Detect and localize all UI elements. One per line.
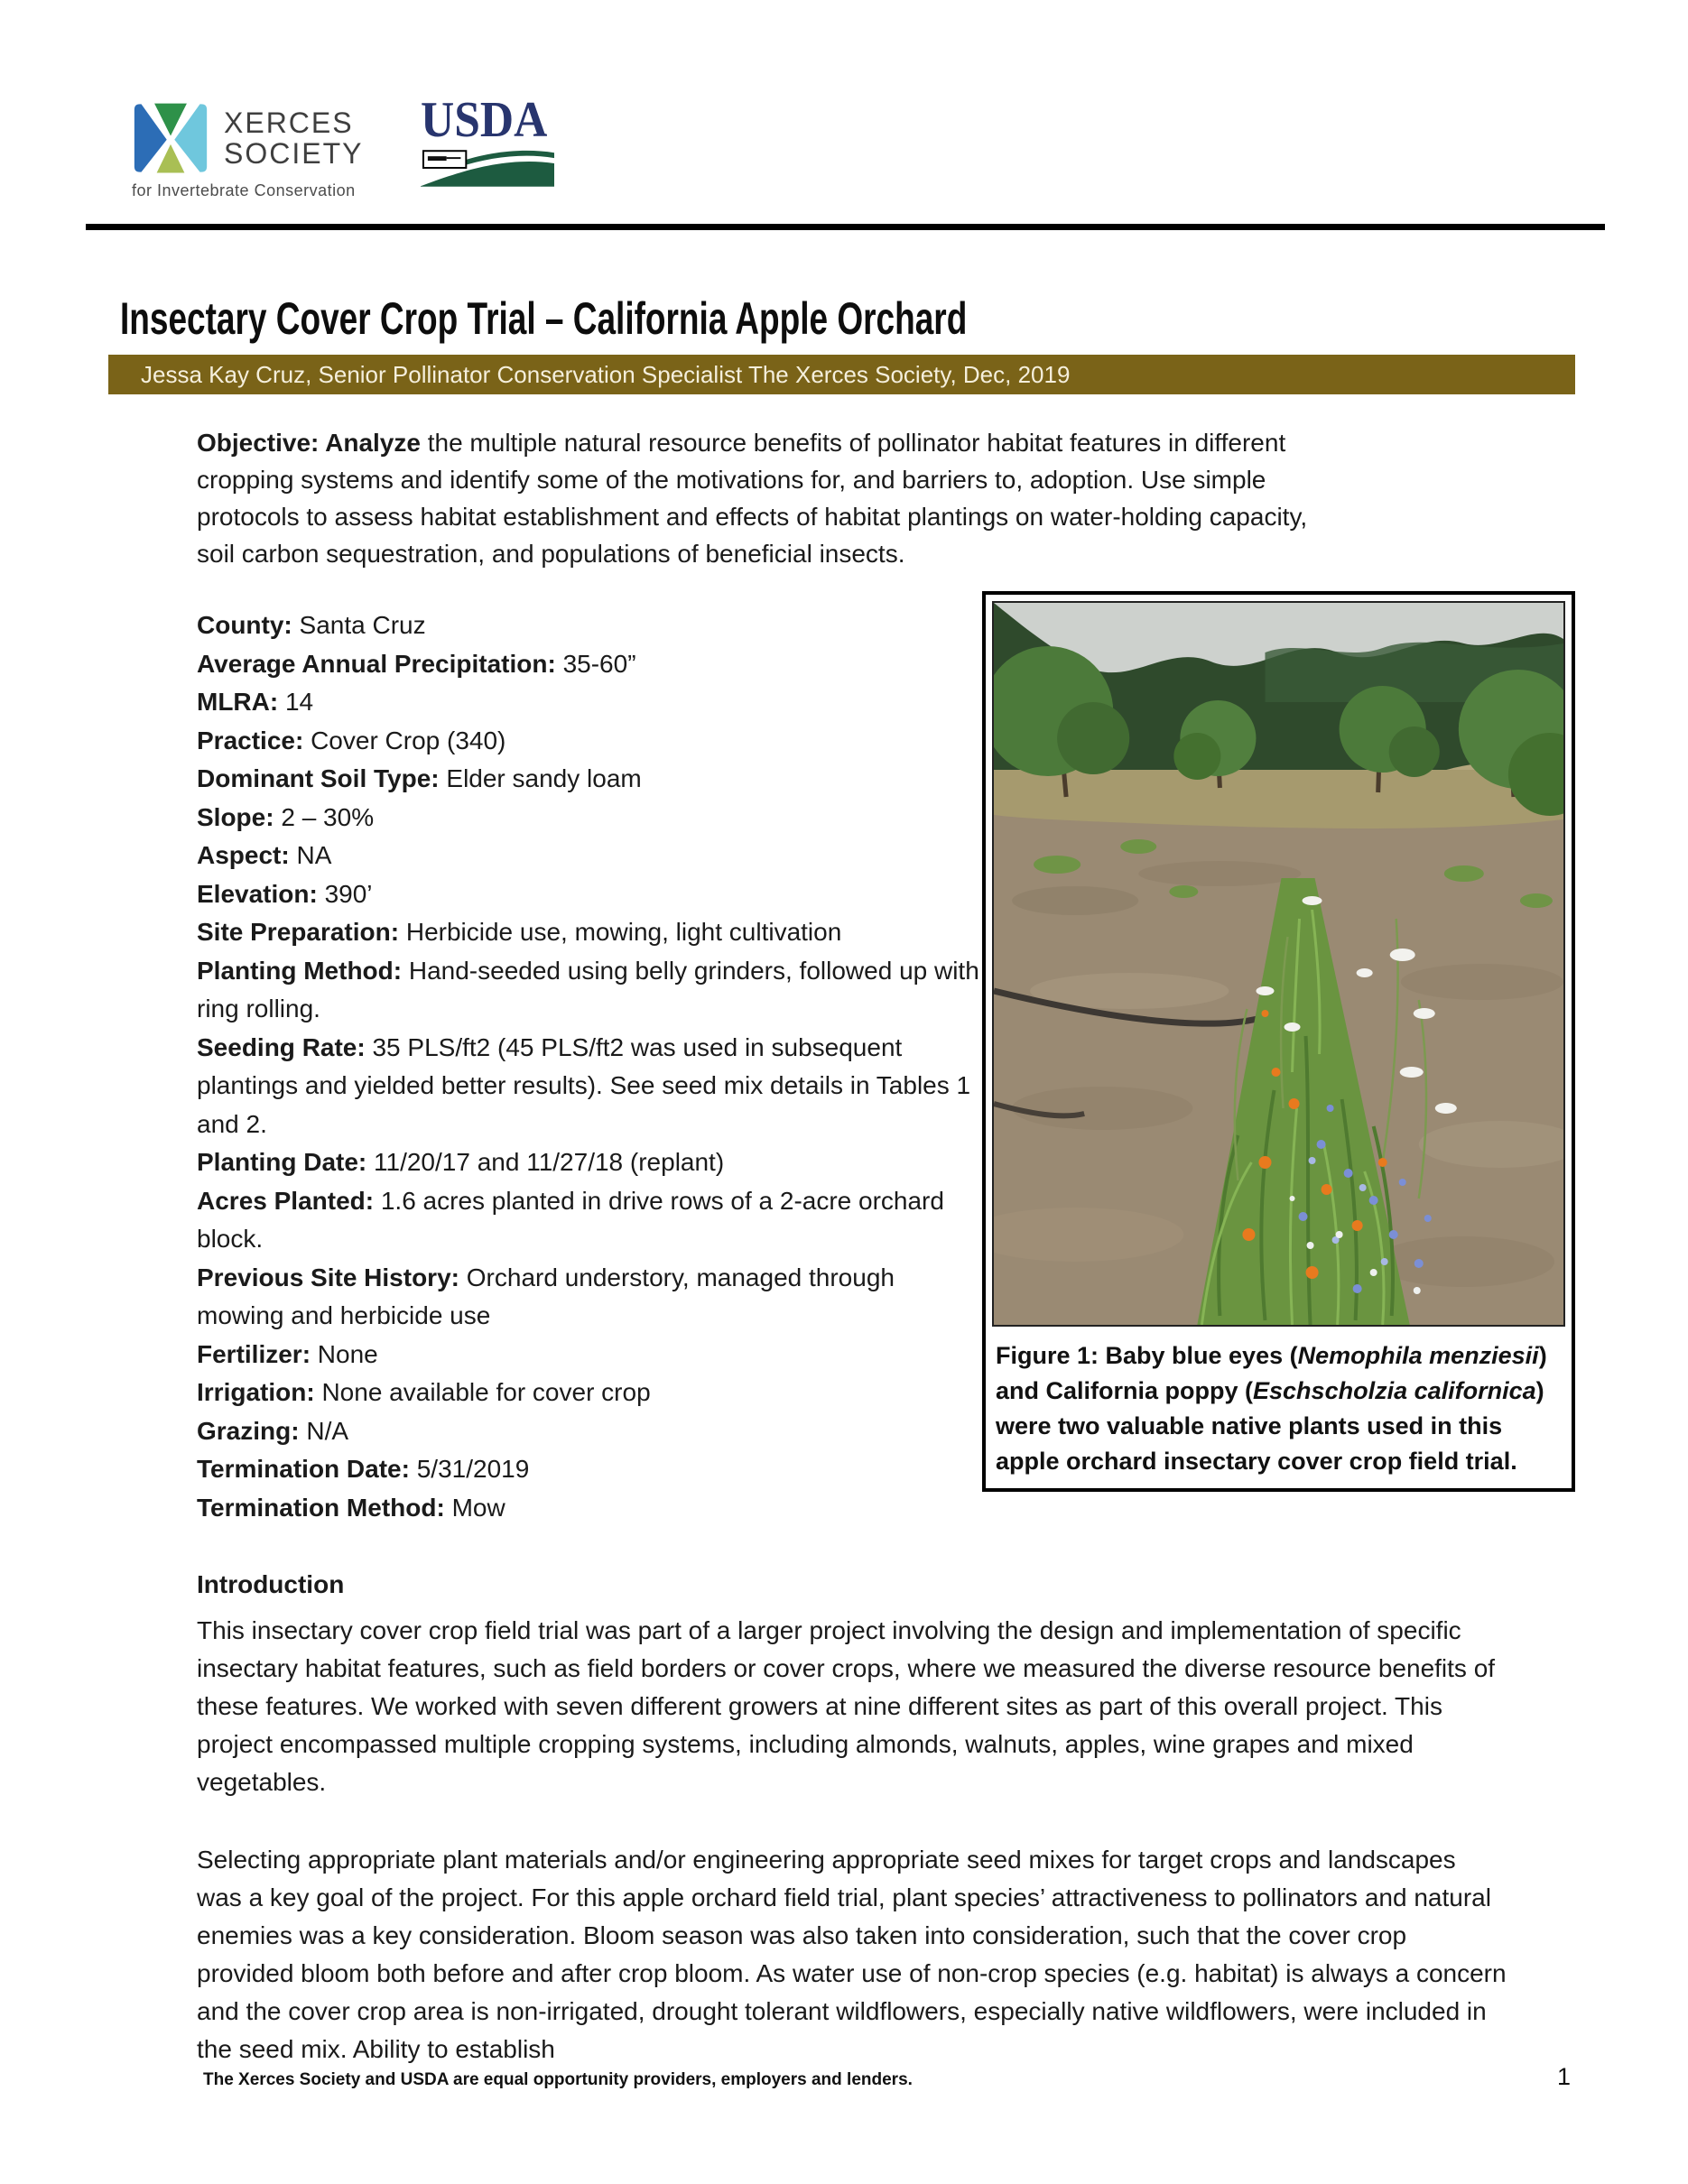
detail-row: Planting Date: 11/20/17 and 11/27/18 (replant) (197, 1148, 725, 1176)
detail-row: Planting Method: Hand-seeded using belly grinders, followed up with ring rolling. (197, 956, 979, 1023)
detail-row: Elevation: 390’ (197, 879, 373, 908)
objective-paragraph (197, 424, 1332, 572)
page-footer (203, 2063, 1571, 2091)
detail-row: Seeding Rate: 35 PLS/ft2 (45 PLS/ft2 was used in subsequent plantings and yielded better results). See seed mix details in Tables 1 and 2. (197, 1032, 971, 1138)
header-rule (86, 224, 1605, 230)
xerces-logo-line1: XERCES (224, 106, 354, 139)
introduction-paragraph-2: Selecting appropriate plant materials and/or engineering appropriate seed mixes for target crops and landscapes was a key goal of the project. For this apple orchard field trial, plant species’ attractiveness to pollinators and natural enemies was a key consideration. Bloom season was also taken into consideration, such that the cover crop provided bloom both before and after crop bloom. As water use of non-crop species (e.g. habitat) is always a concern and the cover crop area is non-irrigated, drought tolerant wildflowers, especially native wildflowers, were included in the seed mix. Ability to establish (197, 1846, 1507, 2063)
detail-row: Aspect: NA (197, 841, 332, 869)
detail-row: Previous Site History: Orchard understory, managed through mowing and herbicide use (197, 1263, 895, 1329)
xerces-society-logo (132, 101, 363, 200)
usda-logo (421, 92, 558, 187)
introduction-paragraph-1: This insectary cover crop field trial was part of a larger project involving the design and implementation of specific insectary habitat features, such as field borders or cover crops, where we measured the diverse resource benefits of these features. We worked with seven different growers at nine different sites as part of this overall project. This project encompassed multiple cropping systems, including almonds, walnuts, apples, wine grapes and mixed vegetables. (197, 1616, 1496, 1796)
author-bar: Jessa Kay Cruz, Senior Pollinator Conservation Specialist The Xerces Society, Dec, 2019 (108, 355, 1575, 394)
detail-row: Fertilizer: None (197, 1339, 378, 1368)
figure-caption: Figure 1: Baby blue eyes (Nemophila menziesii) and California poppy (Eschscholzia californica) were two valuable native plants used in this apple orchard insectary cover crop field trial. (996, 1342, 1547, 1475)
detail-row: Irrigation: None available for cover crop (197, 1378, 651, 1406)
detail-row: Dominant Soil Type: Elder sandy loam (197, 764, 642, 792)
detail-row: Termination Method: Mow (197, 1493, 505, 1522)
page-number: 1 (1556, 2063, 1571, 2090)
field-photo (992, 601, 1565, 1327)
detail-row: Termination Date: 5/31/2019 (197, 1455, 530, 1483)
introduction-heading: Introduction (197, 1570, 345, 1598)
footer-disclaimer: The Xerces Society and USDA are equal opportunity providers, employers and lenders. (203, 2070, 913, 2089)
detail-row: Site Preparation: Herbicide use, mowing, light cultivation (197, 918, 842, 946)
usda-swoosh-icon (421, 145, 554, 187)
detail-row: Acres Planted: 1.6 acres planted in drive rows of a 2-acre orchard block. (197, 1186, 944, 1253)
field-photo-illustration (994, 603, 1563, 1325)
page-title: Insectary Cover Crop Trial – California Apple Orchard (120, 292, 968, 344)
detail-row: MLRA: 14 (197, 688, 314, 716)
detail-row: County: Santa Cruz (197, 611, 426, 639)
xerces-logo-tagline: for Invertebrate Conservation (132, 181, 356, 199)
detail-row: Grazing: N/A (197, 1416, 349, 1445)
xerces-x-icon (132, 101, 209, 175)
usda-logo-text: USDA (421, 92, 548, 148)
detail-row: Slope: 2 – 30% (197, 802, 375, 831)
figure-1 (982, 591, 1575, 1492)
detail-row: Practice: Cover Crop (340) (197, 726, 506, 754)
site-details (197, 606, 980, 1527)
xerces-logo-line2: SOCIETY (224, 137, 364, 170)
objective-text: the multiple natural resource benefits of pollinator habitat features in different cropping systems and identify some of the motivations for, and barriers to, adoption. Use simple protocols to assess habitat establishment and effects of habitat plantings on water-holding capacity, soil carbon sequestration, and populations of beneficial insects. (197, 429, 1308, 568)
objective-label: Objective: Analyze (197, 429, 421, 457)
detail-row: Average Annual Precipitation: 35-60” (197, 649, 636, 678)
